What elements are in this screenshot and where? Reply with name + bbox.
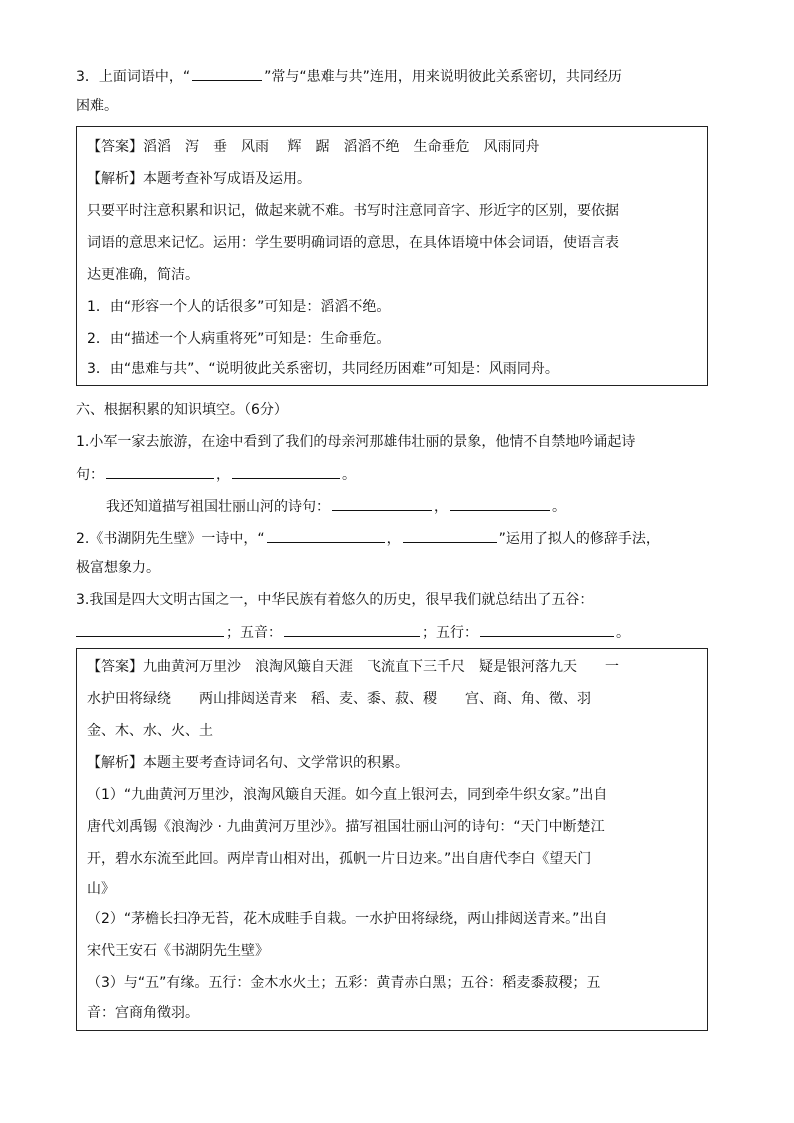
analysis-line: 开，碧水东流至此回。两岸青山相对出，孤帆一片日边来。”出自唐代李白《望天门 [87, 851, 592, 867]
answer-box-1 [76, 126, 708, 386]
answer-box-2 [76, 648, 708, 1031]
answer-blank[interactable] [450, 496, 550, 511]
answer-blank[interactable] [76, 622, 224, 637]
answer-line: 水护田将绿绕 两山排闼送青来 稻、麦、黍、菽、稷 宫、商、角、徵、羽 [87, 691, 591, 707]
answer-line: 【答案】滔滔 泻 垂 风雨 辉 踞 滔滔不绝 生命垂危 风雨同舟 [87, 139, 540, 155]
answer-blank[interactable] [480, 622, 614, 637]
analysis-line: 山》 [87, 881, 115, 897]
analysis-title: 【解析】本题主要考查诗词名句、文学常识的积累。 [87, 755, 409, 771]
answer-blank[interactable] [284, 622, 420, 637]
analysis-line: 只要平时注意积累和识记，做起来就不难。书写时注意同音字、形近字的区别，要依据 [87, 203, 619, 219]
analysis-line: 3．由“患难与共”、“说明彼此关系密切，共同经历困难”可知是：风雨同舟。 [87, 361, 559, 377]
s6-q2-line-2: 极富想象力。 [76, 560, 160, 576]
analysis-line: 词语的意思来记忆。运用：学生要明确词语的意思，在具体语境中体会词语，使语言表 [87, 235, 619, 251]
analysis-line: 唐代刘禹锡《浪淘沙 · 九曲黄河万里沙》。描写祖国壮丽山河的诗句：“天门中断楚江 [87, 819, 605, 835]
s6-q1-line-3: 我还知道描写祖国壮丽山河的诗句： ， 。 [106, 496, 566, 517]
s6-q2-line-1: 2.《书湖阴先生壁》一诗中，“ ， ”运用了拟人的修辞手法， [76, 528, 660, 549]
s6-q3-line-1: 3.我国是四大文明古国之一，中华民族有着悠久的历史，很早我们就总结出了五谷： [76, 592, 594, 608]
s6-q1-line-2: 句： ， 。 [76, 464, 356, 485]
analysis-line: 宋代王安石《书湖阴先生壁》 [87, 943, 269, 959]
answer-blank[interactable] [192, 66, 262, 81]
analysis-line: 达更准确，简洁。 [87, 267, 199, 283]
answer-line: 金、木、水、火、土 [87, 723, 213, 739]
analysis-line: 音：宫商角徵羽。 [87, 1005, 199, 1021]
analysis-line: 1．由“形容一个人的话很多”可知是：滔滔不绝。 [87, 299, 391, 315]
s6-q1-line-1: 1.小军一家去旅游，在途中看到了我们的母亲河那雄伟壮丽的景象，他情不自禁地吟诵起诗 [76, 434, 636, 450]
s6-q3-line-2: ；五音： ；五行： 。 [76, 622, 630, 643]
answer-line: 【答案】九曲黄河万里沙 浪淘风簸自天涯 飞流直下三千尺 疑是银河落九天 一 [87, 659, 619, 675]
q3-line-2: 困难。 [76, 98, 118, 114]
analysis-line: （1）“九曲黄河万里沙，浪淘风簸自天涯。如今直上银河去，同到牵牛织女家。”出自 [87, 787, 608, 803]
answer-blank[interactable] [267, 528, 385, 543]
answer-blank[interactable] [106, 464, 214, 479]
analysis-line: 2．由“描述一个人病重将死”可知是：生命垂危。 [87, 331, 391, 347]
q3-line-1: 3．上面词语中，“ ”常与“患难与共”连用，用来说明彼此关系密切，共同经历 [76, 66, 622, 87]
answer-blank[interactable] [232, 464, 340, 479]
answer-blank[interactable] [332, 496, 432, 511]
analysis-title: 【解析】本题考查补写成语及运用。 [87, 171, 311, 187]
section-title: 六、根据积累的知识填空。（6分） [76, 402, 288, 418]
analysis-line: （3）与“五”有缘。五行：金木水火土；五彩：黄青赤白黑；五谷：稻麦黍菽稷；五 [87, 975, 601, 991]
answer-blank[interactable] [403, 528, 497, 543]
analysis-line: （2）“茅檐长扫净无苔，花木成畦手自栽。一水护田将绿绕，两山排闼送青来。”出自 [87, 911, 608, 927]
